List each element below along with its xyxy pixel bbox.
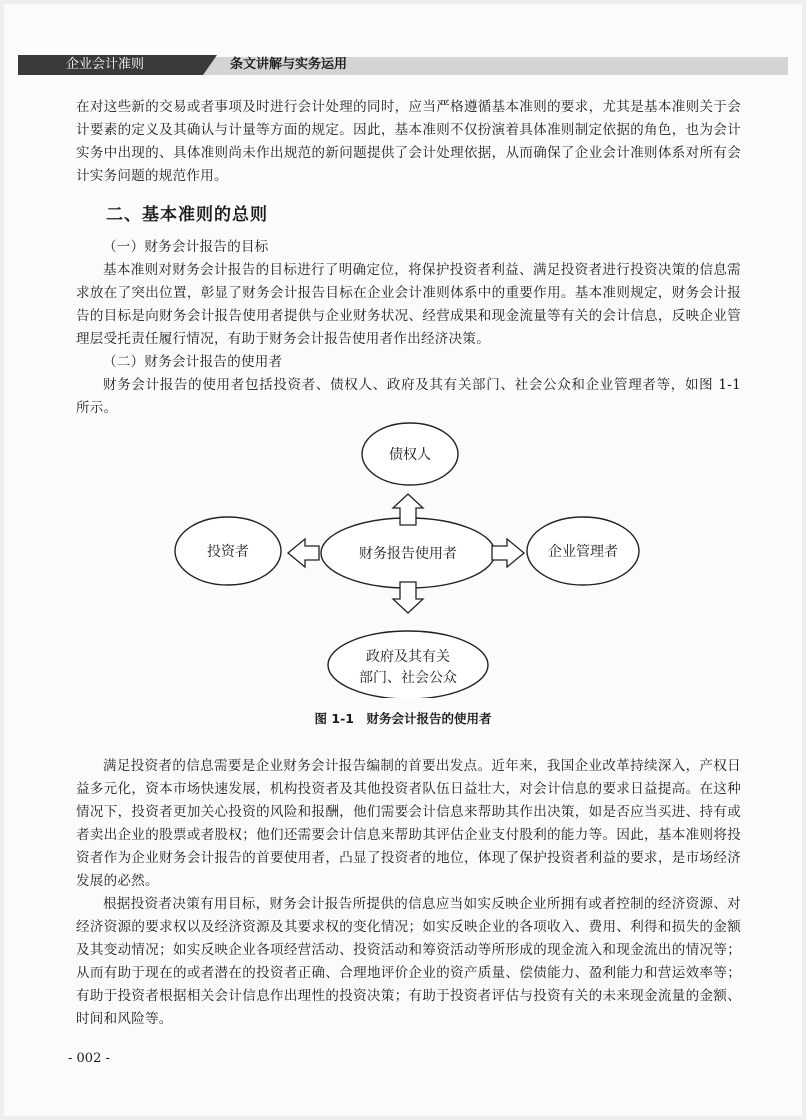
users-diagram (160, 418, 660, 698)
subsection-text-1: 基本准则对财务会计报告的目标进行了明确定位，将保护投资者利益、满足投资者进行投资决策的信息需求放在了突出位置，彰显了财务会计报告目标在企业会计准则体系中的重要作用。基本准则规定，财务会计报告的目标是向财务会计报告使用者提供与企业财务状况、经营成果和现金流量等有关的会计信息，反映企业管理层受托责任履行情况，有助于财务会计报告使用者作出经济决策。 (76, 262, 741, 347)
label-government-line1: 政府及其有关 (366, 649, 450, 665)
subsection-text-2: 财务会计报告的使用者包括投资者、债权人、政府及其有关部门、社会公众和企业管理者等，如图 1-1 所示。 (76, 377, 741, 416)
section-body (76, 236, 741, 420)
label-center-users: 财务报告使用者 (359, 546, 457, 562)
label-government-line2: 部门、社会公众 (359, 670, 457, 686)
header-book-title: 企业会计准则 (18, 55, 203, 75)
figure-caption: 图 1-1 财务会计报告的使用者 (314, 711, 492, 726)
subsection-heading-1: （一）财务会计报告的目标 (103, 239, 269, 255)
arrow-right-icon (492, 539, 524, 567)
body-paragraph-1: 满足投资者的信息需要是企业财务会计报告编制的首要出发点。近年来，我国企业改革持续深入，产权日益多元化，资本市场快速发展，机构投资者及其他投资者队伍日益壮大，对会计信息的要求日益提高。在这种情况下，投资者更加关心投资的风险和报酬，他们需要会计信息来帮助其作出决策，如是否应当买进、持有或者卖出企业的股票或者股权；他们还需要会计信息来帮助其评估企业支付股利的能力等。因此，基本准则将投资者作为企业财务会计报告的首要使用者，凸显了投资者的地位，体现了保护投资者利益的要求，是市场经济发展的必然。 (76, 758, 741, 889)
running-header (18, 55, 788, 75)
label-management: 企业管理者 (548, 544, 618, 560)
header-subtitle: 条文讲解与实务运用 (230, 57, 348, 72)
body-block (76, 755, 741, 1031)
label-investors: 投资者 (207, 544, 249, 560)
intro-paragraph: 在对这些新的交易或者事项及时进行会计处理的同时，应当严格遵循基本准则的要求，尤其是基本准则关于会计要素的定义及其确认与计量等方面的规定。因此，基本准则不仅扮演着具体准则制定依据的角色，也为会计实务中出现的、具体准则尚未作出规范的新问题提供了会计处理依据，从而确保了企业会计准则体系对所有会计实务问题的规范作用。 (76, 99, 741, 184)
section-title: 二、基本准则的总则 (106, 205, 268, 225)
label-creditors: 债权人 (389, 447, 431, 463)
body-paragraph-2: 根据投资者决策有用目标，财务会计报告所提供的信息应当如实反映企业所拥有或者控制的经济资源、对经济资源的要求权以及经济资源及其要求权的变化情况；如实反映企业的各项收入、费用、利得和损失的金额及其变动情况；如实反映企业各项经营活动、投资活动和筹资活动等所形成的现金流入和现金流出的情况等；从而有助于现在的或者潜在的投资者正确、合理地评价企业的资产质量、偿债能力、盈利能力和营运效率等；有助于投资者根据相关会计信息作出理性的投资决策；有助于投资者评估与投资有关的未来现金流量的金额、时间和风险等。 (76, 896, 741, 1027)
intro-block (76, 96, 741, 188)
page-number: - 002 - (68, 1051, 110, 1066)
subsection-heading-2: （二）财务会计报告的使用者 (103, 354, 283, 370)
arrow-left-icon (288, 539, 319, 567)
